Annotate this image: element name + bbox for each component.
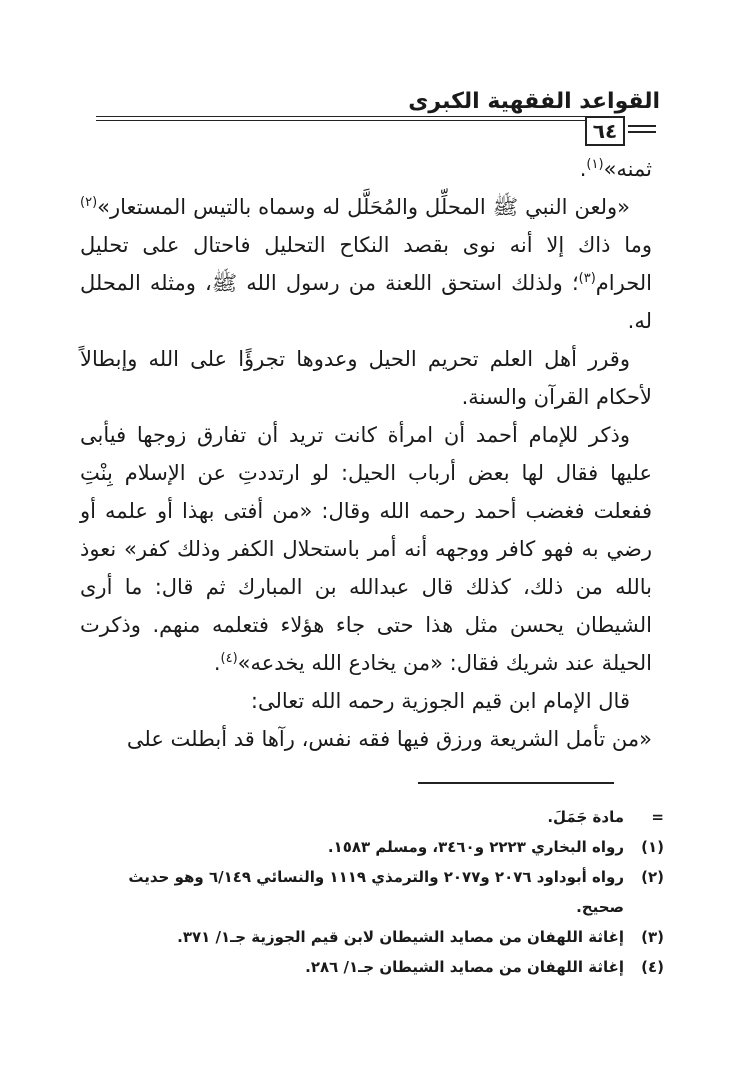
header-rule — [96, 116, 585, 121]
paragraph-4: قال الإمام ابن قيم الجوزية رحمه الله تعالى: — [250, 689, 630, 713]
footnotes — [80, 802, 664, 982]
footnote-text: إغاثة اللهفان من مصايد الشيطان لابن قيم الجوزية جـ١/ ٣٧١. — [177, 928, 624, 946]
footnote-continuation-mark: = — [651, 808, 664, 826]
footnote-text: إغاثة اللهفان من مصايد الشيطان جـ١/ ٢٨٦. — [305, 958, 624, 976]
footnote-continuation-text: مادة جَمَلَ. — [547, 808, 624, 826]
paragraph-1-text-c: ؛ ولذلك استحق اللعنة من رسول الله ﷺ، ومثله المحلل له. — [80, 271, 652, 333]
paragraph-2: وقرر أهل العلم تحريم الحيل وعدوها تجرؤًا على الله وإبطالاً لأحكام القرآن والسنة. — [80, 347, 652, 409]
footnote-ref-1: (١) — [586, 157, 604, 172]
footnote-number: (١) — [641, 838, 664, 856]
footnote-1 — [80, 832, 664, 862]
paragraph-3-end: . — [213, 651, 221, 675]
footnote-ref-4: (٤) — [220, 651, 238, 666]
paragraph-3-text: وذكر للإمام أحمد أن امرأة كانت تريد أن تفارق زوجها فيأبى عليها فقال لها بعض أرباب الحيل: لو ارتددتِ عن الإسلام بِنْتِ ففعلت فغضب أحمد رحمه الله وقال: «من أفتى بهذا أو علمه أو رضي به فهو كافر ووجهه أنه أمر باستحلال الكفر وذلك كفر» نعوذ بالله من ذلك، كذلك قال عبدالله بن المبارك ثم قال: ما أرى الشيطان يحسن مثل هذا حتى جاء هؤلاء فتعلمه منهم. وذكرت الحيلة عند شريك فقال: «من يخادع الله يخدعه» — [80, 423, 652, 675]
paragraph-1-text-a: «ولعن النبي ﷺ المحلِّل والمُحَلَّل له وسماه بالتيس المستعار» — [97, 195, 630, 219]
footnote-ref-3: (٣) — [578, 271, 596, 286]
footnote-4 — [80, 952, 664, 982]
header-rule-short — [628, 125, 656, 133]
paragraph-1-text-b: وما ذاك إلا أنه نوى بقصد النكاح التحليل فاحتال على تحليل الحرام — [80, 233, 652, 295]
footnote-continuation — [80, 802, 664, 832]
paragraph-0-end: . — [579, 157, 587, 181]
paragraph-0 — [80, 150, 652, 188]
footnote-2 — [80, 862, 664, 922]
paragraph-1 — [80, 188, 652, 340]
footnote-ref-2: (٢) — [80, 195, 98, 210]
book-title: القواعد الفقهية الكبرى — [408, 89, 660, 114]
footnote-separator — [418, 782, 614, 784]
footnote-number: (٤) — [641, 958, 664, 976]
footnote-number: (٣) — [641, 928, 664, 946]
paragraph-5: «من تأمل الشريعة ورزق فيها فقه نفس، رآها قد أبطلت على — [126, 727, 652, 751]
page-number: ٦٤ — [585, 116, 625, 146]
footnote-text: رواه البخاري ٢٢٢٣ و٣٤٦٠، ومسلم ١٥٨٣. — [327, 838, 624, 856]
footnote-text: رواه أبوداود ٢٠٧٦ و٢٠٧٧ والترمذي ١١١٩ والنسائي ٦/١٤٩ وهو حديث صحيح. — [128, 868, 624, 916]
footnote-number: (٢) — [641, 868, 664, 886]
footnote-3 — [80, 922, 664, 952]
paragraph-3 — [80, 416, 652, 682]
body-text — [80, 150, 652, 758]
paragraph-0-text: ثمنه» — [603, 157, 652, 181]
